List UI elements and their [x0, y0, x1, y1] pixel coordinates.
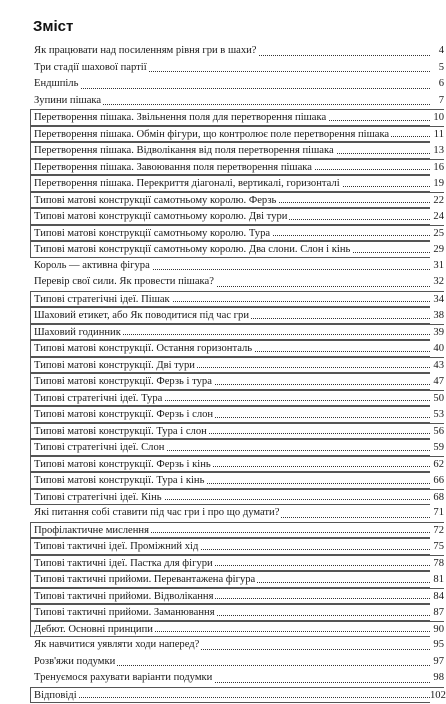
toc-entry [30, 159, 444, 176]
toc-entry-page: 13 [430, 143, 444, 159]
toc-entry [30, 324, 444, 341]
toc-entry [30, 505, 444, 522]
toc-entry-page: 40 [430, 341, 444, 357]
toc-entry-title: Типові стратегічні ідеї. Кінь [34, 491, 162, 503]
toc-entry [30, 291, 444, 308]
toc-entry [30, 43, 444, 60]
toc-entry [30, 93, 444, 110]
toc-entry-title: Тренуємося рахувати варіанти подумки [34, 672, 213, 683]
toc-entry-page: 97 [430, 654, 444, 670]
toc-entry [30, 604, 444, 621]
toc-entry-title: Перетворення пішака. Обмін фігури, що контролює поле перетворення пішака [34, 128, 390, 140]
toc-entry-page: 29 [430, 242, 444, 258]
toc-entry-title: Шаховий годинник [34, 326, 121, 338]
toc-entry-title: Типові матові конструкції. Остання горизонталь [34, 343, 253, 354]
toc-entry [30, 489, 444, 506]
toc-entry-page: 102 [430, 688, 444, 704]
toc-entry-page: 59 [430, 440, 444, 456]
toc-entry-page: 62 [430, 457, 444, 473]
toc-entry-title: Типові стратегічні ідеї. Слон [34, 442, 165, 453]
toc-entry-title: Типові стратегічні ідеї. Тура [34, 392, 163, 404]
toc-entry-title: Ендшпіль [34, 78, 79, 89]
toc-entry-title: Зупини пішака [34, 94, 102, 106]
toc-entry [30, 555, 444, 572]
toc-entry [30, 456, 444, 473]
toc-entry [30, 76, 444, 93]
toc-entry-page: 50 [430, 391, 444, 407]
toc-entry-page: 5 [430, 60, 444, 76]
toc-entry-page: 98 [430, 670, 444, 686]
toc-entry-title: Типові тактичні прийоми. Перевантажена фігура [34, 574, 256, 585]
toc-entry-title: Профілактичне мислення [34, 524, 149, 536]
toc-entry-title: Які питання собі ставити під час гри і про що думати? [34, 507, 280, 518]
toc-entry-page: 34 [430, 292, 444, 308]
toc-entry-title: Перетворення пішака. Завоювання поля перетворення пішака [34, 161, 312, 173]
toc-entry-title: Як навчитися уявляти ходи наперед? [34, 639, 200, 650]
toc-entry [30, 522, 444, 539]
toc-entry-page: 7 [430, 93, 444, 109]
toc-entry-title: Типові матові конструкції. Тура і слон [34, 425, 207, 437]
toc-entry-page: 39 [430, 325, 444, 341]
toc-entry [30, 357, 444, 374]
toc-entry-page: 71 [430, 505, 444, 521]
toc-entry-page: 19 [430, 176, 444, 192]
dot-leader [34, 88, 430, 89]
toc-entry-page: 31 [430, 258, 444, 274]
toc-entry-title: Типові матові конструкції самотньому королю. Два слони. Слон і кінь [34, 244, 351, 255]
toc-entry-title: Типові матові конструкції самотньому королю. Ферзь [34, 194, 277, 206]
toc-entry-title: Три стадії шахової партії [34, 61, 147, 73]
toc-entry-title: Король — активна фігура [34, 259, 150, 271]
toc-entry-page: 38 [430, 308, 444, 324]
toc-entry [30, 142, 444, 159]
toc-entry [30, 175, 444, 192]
toc-entry [30, 192, 444, 209]
toc-entry-title: Типові тактичні ідеї. Пастка для фігури [34, 557, 213, 569]
toc-entry-page: 68 [430, 490, 444, 506]
toc-entry [30, 538, 444, 555]
toc-entry-title: Типові матові конструкції. Тура і кінь [34, 475, 205, 486]
toc-list [30, 43, 444, 703]
toc-entry-title: Розв'яжи подумки [34, 655, 116, 667]
toc-entry-title: Перетворення пішака. Звільнення поля для перетворення пішака [34, 112, 327, 123]
toc-entry [30, 687, 444, 704]
toc-entry-title: Типові стратегічні ідеї. Пішак [34, 293, 170, 305]
toc-entry-page: 75 [430, 539, 444, 555]
toc-entry [30, 373, 444, 390]
toc-entry-page: 72 [430, 523, 444, 539]
toc-entry-page: 81 [430, 572, 444, 588]
toc-entry-page: 4 [430, 43, 444, 59]
toc-entry-page: 16 [430, 160, 444, 176]
toc-entry-page: 56 [430, 424, 444, 440]
toc-entry [30, 307, 444, 324]
toc-entry-page: 24 [430, 209, 444, 225]
toc-entry [30, 571, 444, 588]
toc-entry-page: 22 [430, 193, 444, 209]
toc-entry-page: 95 [430, 637, 444, 653]
toc-entry-title: Відповіді [34, 689, 77, 701]
toc-entry-title: Перетворення пішака. Відволікання від поля перетворення пішака [34, 145, 334, 156]
toc-entry-title: Перевір свої сили. Як провести пішака? [34, 276, 214, 287]
toc-entry [30, 208, 444, 225]
toc-entry-page: 10 [430, 110, 444, 126]
toc-entry [30, 406, 444, 423]
toc-entry-page: 11 [430, 127, 444, 143]
toc-entry-page: 6 [430, 76, 444, 92]
toc-entry-page: 53 [430, 407, 444, 423]
toc-entry-title: Типові тактичні прийоми. Відволікання [34, 590, 214, 602]
toc-entry-title: Типові матові конструкції самотньому королю. Дві тури [34, 211, 288, 222]
toc-entry [30, 340, 444, 357]
toc-entry-page: 78 [430, 556, 444, 572]
toc-entry-title: Типові тактичні прийоми. Заманювання [34, 607, 215, 618]
toc-entry [30, 390, 444, 407]
toc-entry [30, 637, 444, 654]
toc-entry [30, 109, 444, 126]
toc-entry-page: 84 [430, 589, 444, 605]
toc-entry-title: Типові матові конструкції самотньому королю. Тура [34, 227, 271, 239]
toc-entry [30, 654, 444, 671]
toc-entry-title: Як працювати над посиленням рівня гри в шахи? [34, 45, 257, 56]
page-title: Зміст [33, 18, 74, 35]
toc-entry-title: Типові матові конструкції. Дві тури [34, 359, 195, 371]
toc-entry-title: Типові матові конструкції. Ферзь і слон [34, 409, 214, 420]
toc-entry-title: Типові матові конструкції. Ферзь і тура [34, 376, 212, 387]
toc-entry-title: Типові тактичні ідеї. Проміжний хід [34, 541, 199, 552]
toc-entry-page: 87 [430, 605, 444, 621]
toc-entry-title: Шаховий етикет, або Як поводитися під час гри [34, 310, 249, 321]
toc-entry-page: 66 [430, 473, 444, 489]
dot-leader [35, 697, 430, 698]
toc-entry-page: 90 [430, 622, 444, 638]
toc-entry-title: Дебют. Основні принципи [34, 623, 153, 635]
toc-entry-title: Перетворення пішака. Перекриття діагоналі, вертикалі, горизонталі [34, 178, 340, 189]
toc-entry [30, 588, 444, 605]
toc-entry [30, 126, 444, 143]
toc-entry [30, 621, 444, 638]
toc-entry [30, 225, 444, 242]
toc-entry [30, 258, 444, 275]
toc-entry-title: Типові матові конструкції. Ферзь і кінь [34, 458, 211, 470]
toc-entry [30, 472, 444, 489]
toc-entry [30, 670, 444, 687]
toc-entry [30, 241, 444, 258]
toc-entry-page: 43 [430, 358, 444, 374]
toc-entry-page: 25 [430, 226, 444, 242]
toc-entry [30, 423, 444, 440]
toc-entry-page: 47 [430, 374, 444, 390]
toc-entry-page: 32 [430, 274, 444, 290]
toc-entry [30, 274, 444, 291]
toc-entry [30, 60, 444, 77]
toc-entry [30, 439, 444, 456]
